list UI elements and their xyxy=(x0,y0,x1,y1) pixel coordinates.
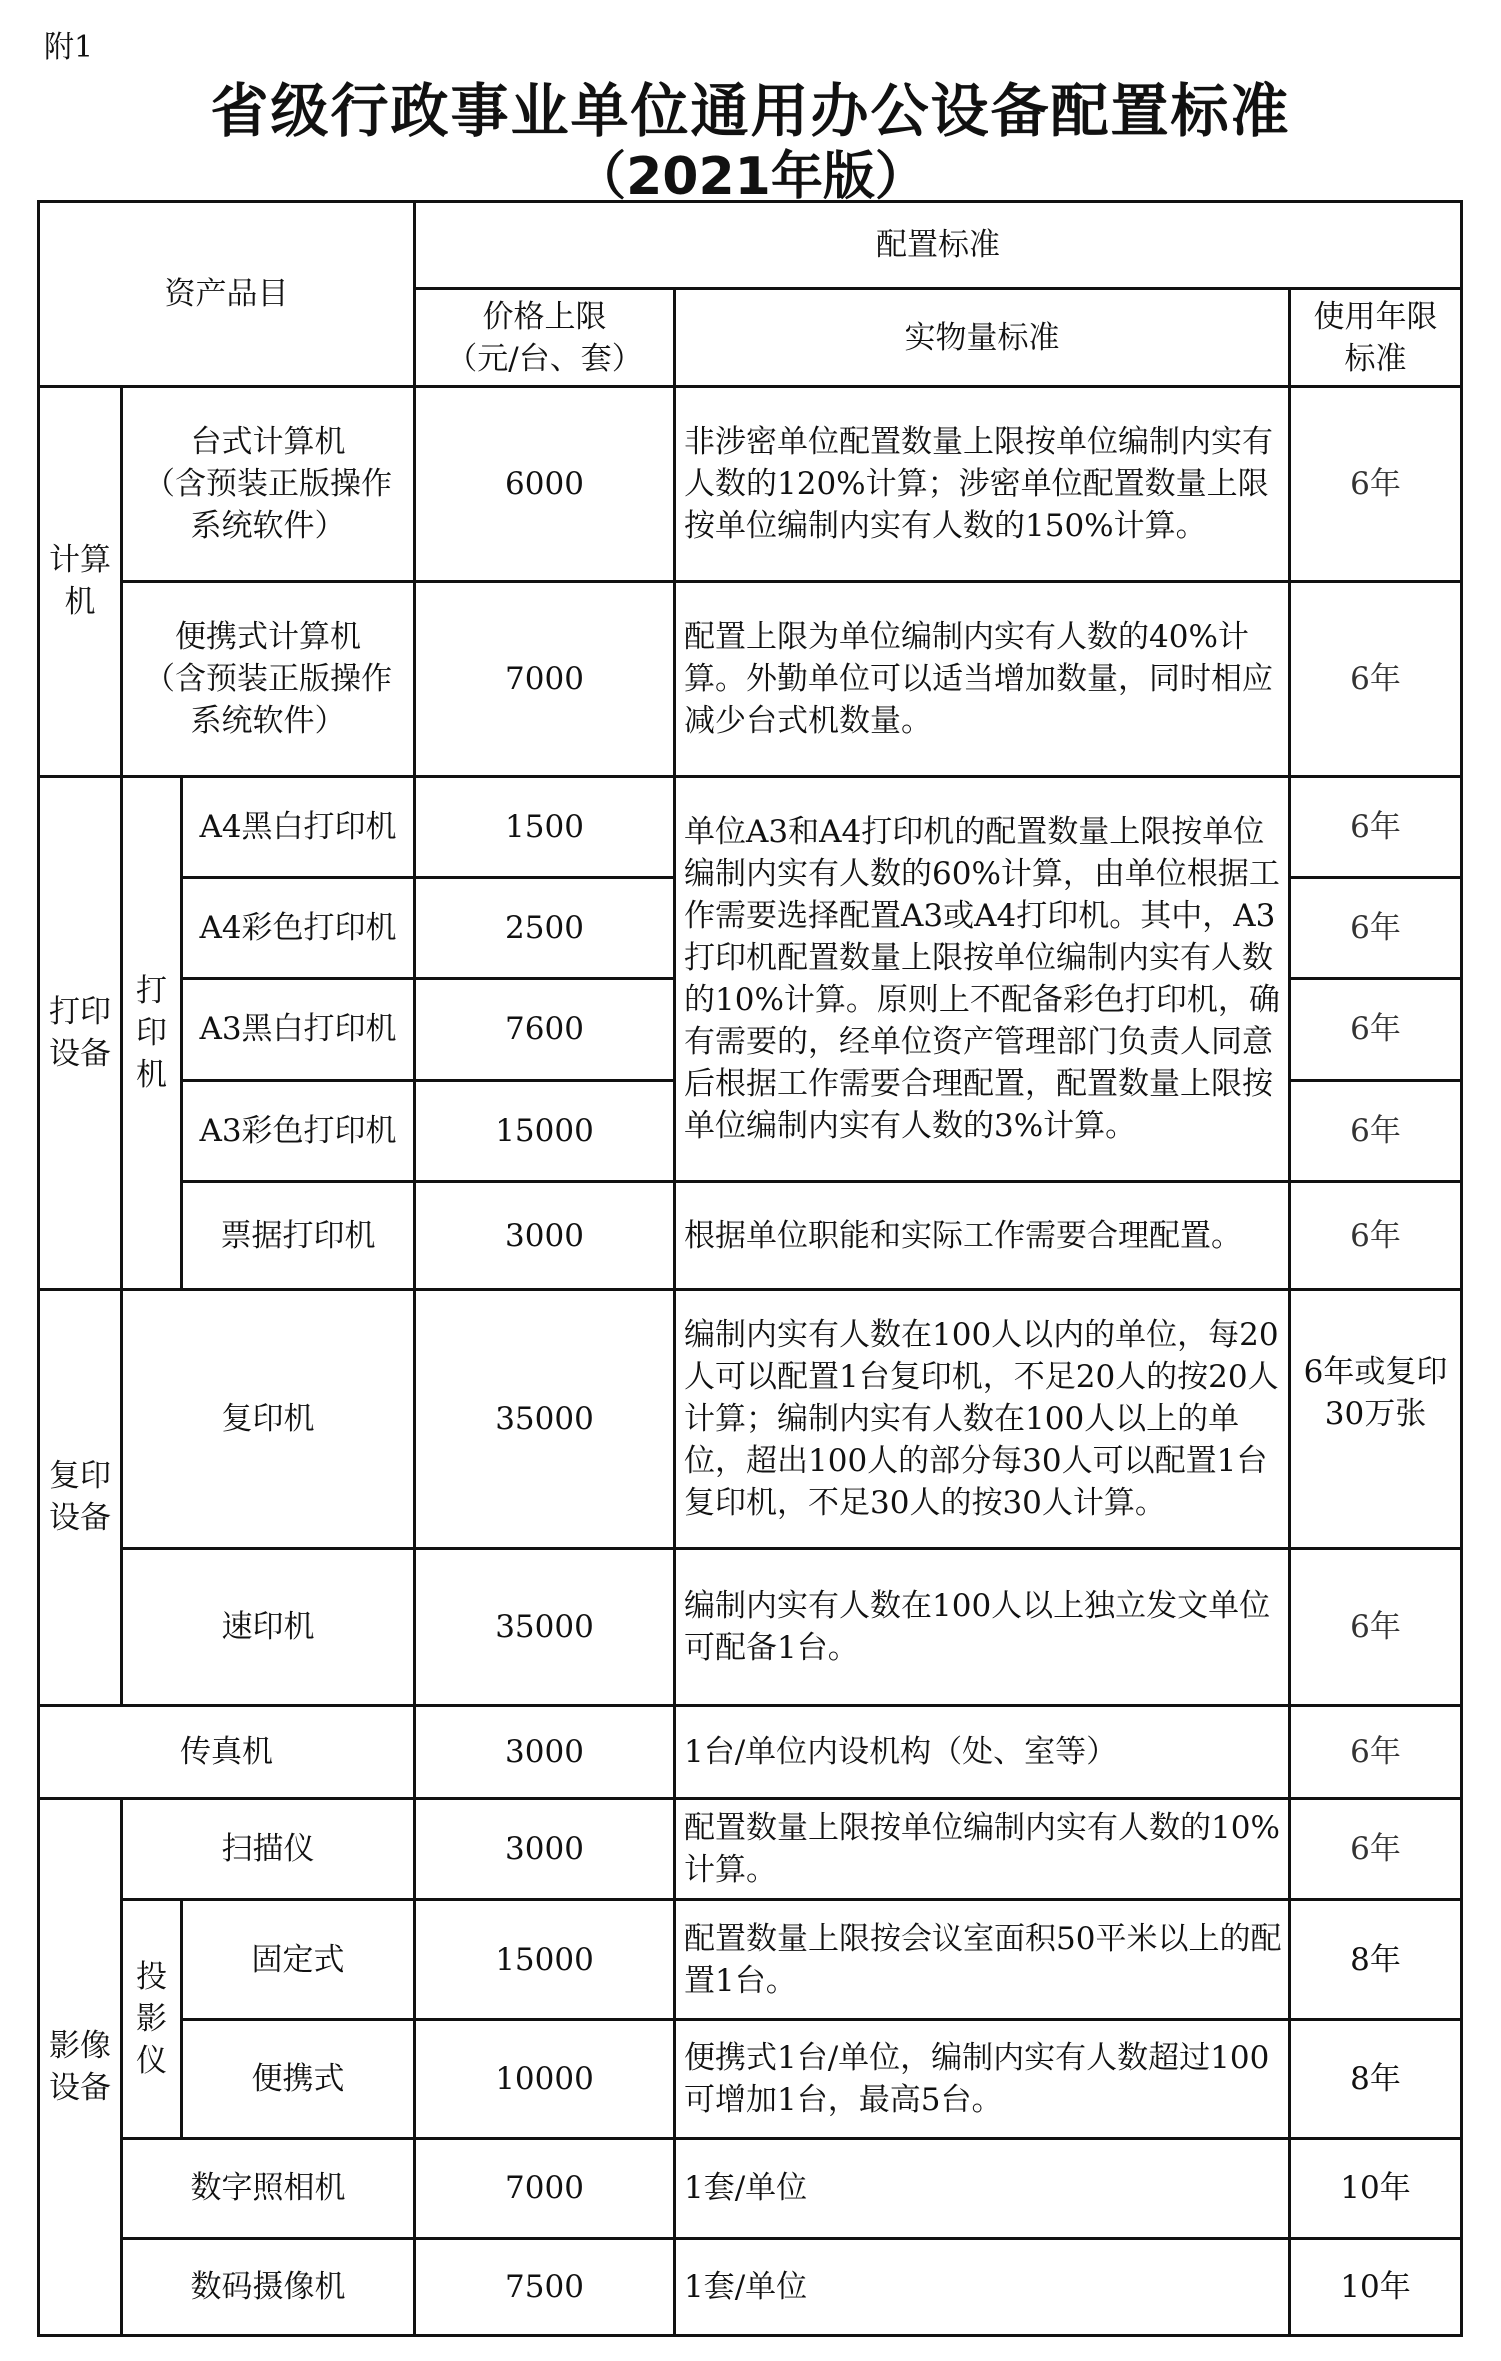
price-a4-bw-printer: 1500 xyxy=(415,776,675,877)
item-projector-fixed: 固定式 xyxy=(182,1900,415,2020)
standard-fax: 1台/单位内设机构（处、室等） xyxy=(675,1705,1290,1798)
price-laptop: 7000 xyxy=(415,581,675,776)
item-duplicator: 速印机 xyxy=(122,1548,415,1705)
price-digital-camera: 7000 xyxy=(415,2139,675,2238)
standard-projector-fixed: 配置数量上限按会议室面积50平米以上的配置1台。 xyxy=(675,1900,1290,2020)
standard-digital-camera: 1套/单位 xyxy=(675,2139,1290,2238)
standard-desktop: 非涉密单位配置数量上限按单位编制内实有人数的120%计算；涉密单位配置数量上限按单位编制内实有人数的150%计算。 xyxy=(675,387,1290,582)
years-duplicator: 6年 xyxy=(1290,1548,1462,1705)
years-projector-fixed: 8年 xyxy=(1290,1900,1462,2020)
item-scanner: 扫描仪 xyxy=(122,1798,415,1899)
item-copier: 复印机 xyxy=(122,1290,415,1548)
category-computer: 计算 机 xyxy=(39,387,122,776)
years-digital-camera: 10年 xyxy=(1290,2139,1462,2238)
years-laptop: 6年 xyxy=(1290,581,1462,776)
header-asset: 资产品目 xyxy=(39,202,415,387)
document-subtitle: （2021年版） xyxy=(574,147,927,207)
standard-receipt-printer: 根据单位职能和实际工作需要合理配置。 xyxy=(675,1181,1290,1289)
subcategory-printer: 打 印 机 xyxy=(122,776,182,1290)
item-desktop: 台式计算机 （含预装正版操作 系统软件） xyxy=(122,387,415,582)
category-imaging: 影像 设备 xyxy=(39,1798,122,2335)
appendix-label: 附1 xyxy=(44,30,94,65)
category-printing: 打印 设备 xyxy=(39,776,122,1290)
header-years: 使用年限 标准 xyxy=(1290,289,1462,387)
years-desktop: 6年 xyxy=(1290,387,1462,582)
standard-printers: 单位A3和A4打印机的配置数量上限按单位编制内实有人数的60%计算，由单位根据工作需要选择配置A3或A4打印机。其中，A3打印机配置数量上限按单位编制内实有人数的10%计算。原则上不配备彩色打印机，确有需要的，经单位资产管理部门负责人同意后根据工作需要合理配置，配置数量上限按单位编制内实有人数的3%计算。 xyxy=(675,776,1290,1181)
years-a4-bw-printer: 6年 xyxy=(1290,776,1462,877)
price-projector-portable: 10000 xyxy=(415,2019,675,2139)
item-a3-bw-printer: A3黑白打印机 xyxy=(182,979,415,1080)
standard-duplicator: 编制内实有人数在100人以上独立发文单位可配备1台。 xyxy=(675,1548,1290,1705)
price-a3-color-printer: 15000 xyxy=(415,1080,675,1181)
standards-table xyxy=(37,200,1463,2337)
item-laptop: 便携式计算机 （含预装正版操作 系统软件） xyxy=(122,581,415,776)
item-projector-portable: 便携式 xyxy=(182,2019,415,2139)
category-copying: 复印 设备 xyxy=(39,1290,122,1705)
item-a4-bw-printer: A4黑白打印机 xyxy=(182,776,415,877)
standard-projector-portable: 便携式1台/单位，编制内实有人数超过100可增加1台，最高5台。 xyxy=(675,2019,1290,2139)
price-duplicator: 35000 xyxy=(415,1548,675,1705)
price-copier: 35000 xyxy=(415,1290,675,1548)
price-desktop: 6000 xyxy=(415,387,675,582)
years-camcorder: 10年 xyxy=(1290,2238,1462,2335)
price-a4-color-printer: 2500 xyxy=(415,877,675,978)
header-config: 配置标准 xyxy=(415,202,1462,289)
years-scanner: 6年 xyxy=(1290,1798,1462,1899)
price-scanner: 3000 xyxy=(415,1798,675,1899)
price-fax: 3000 xyxy=(415,1705,675,1798)
item-fax: 传真机 xyxy=(39,1705,415,1798)
years-copier: 6年或复印 30万张 xyxy=(1290,1290,1462,1548)
header-quantity: 实物量标准 xyxy=(675,289,1290,387)
price-projector-fixed: 15000 xyxy=(415,1900,675,2020)
years-receipt-printer: 6年 xyxy=(1290,1181,1462,1289)
item-a4-color-printer: A4彩色打印机 xyxy=(182,877,415,978)
subcategory-projector: 投 影 仪 xyxy=(122,1900,182,2139)
years-a3-color-printer: 6年 xyxy=(1290,1080,1462,1181)
standard-scanner: 配置数量上限按单位编制内实有人数的10%计算。 xyxy=(675,1798,1290,1899)
header-price: 价格上限 （元/台、套） xyxy=(415,289,675,387)
years-fax: 6年 xyxy=(1290,1705,1462,1798)
years-a3-bw-printer: 6年 xyxy=(1290,979,1462,1080)
document-title: 省级行政事业单位通用办公设备配置标准 xyxy=(210,77,1291,145)
standard-copier: 编制内实有人数在100人以内的单位，每20人可以配置1台复印机，不足20人的按20人计算；编制内实有人数在100人以上的单位，超出100人的部分每30人可以配置1台复印机，不足30人的按30人计算。 xyxy=(675,1290,1290,1548)
years-a4-color-printer: 6年 xyxy=(1290,877,1462,978)
price-receipt-printer: 3000 xyxy=(415,1181,675,1289)
item-a3-color-printer: A3彩色打印机 xyxy=(182,1080,415,1181)
standard-laptop: 配置上限为单位编制内实有人数的40%计算。外勤单位可以适当增加数量，同时相应减少台式机数量。 xyxy=(675,581,1290,776)
item-camcorder: 数码摄像机 xyxy=(122,2238,415,2335)
years-projector-portable: 8年 xyxy=(1290,2019,1462,2139)
price-a3-bw-printer: 7600 xyxy=(415,979,675,1080)
standard-camcorder: 1套/单位 xyxy=(675,2238,1290,2335)
item-digital-camera: 数字照相机 xyxy=(122,2139,415,2238)
item-receipt-printer: 票据打印机 xyxy=(182,1181,415,1289)
price-camcorder: 7500 xyxy=(415,2238,675,2335)
